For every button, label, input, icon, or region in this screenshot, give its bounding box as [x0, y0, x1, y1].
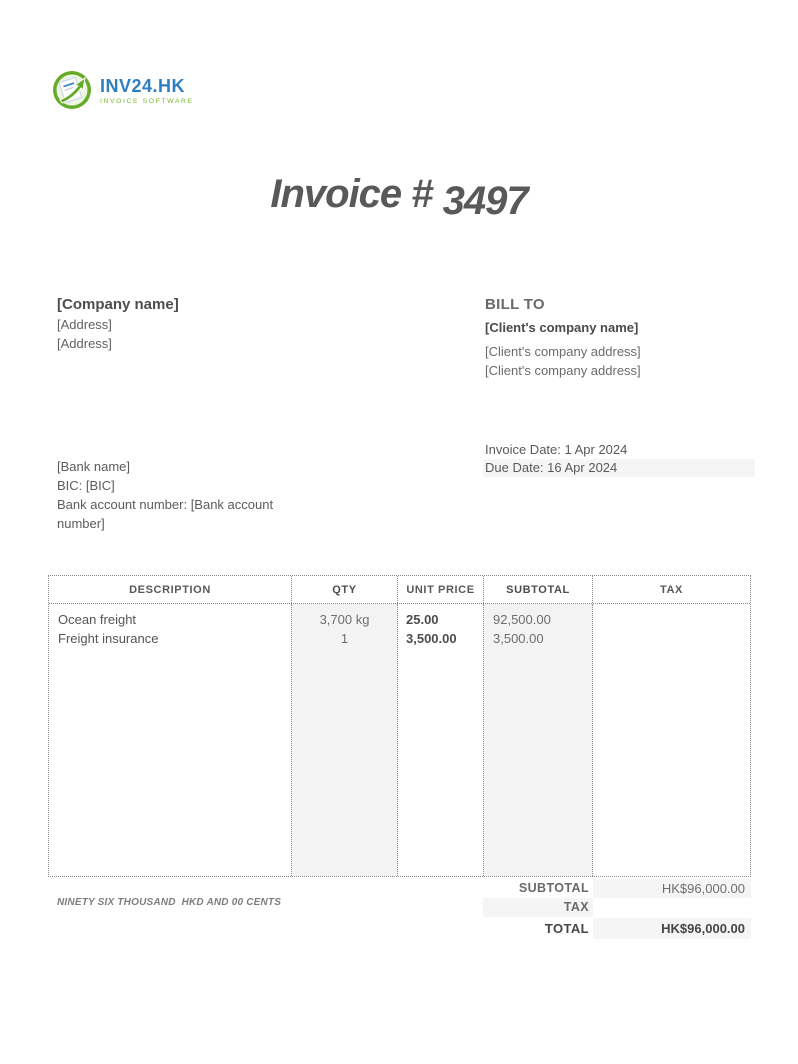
- row-2-qty: 1: [340, 631, 349, 646]
- column-header-description: DESCRIPTION: [49, 576, 292, 603]
- tax-value: [593, 898, 751, 917]
- inv24-logo: [50, 66, 194, 117]
- row-1-qty: 3,700 kg: [319, 612, 370, 627]
- bill-to-block: [485, 294, 641, 380]
- column-header-qty: QTY: [292, 576, 398, 603]
- subtotal-label: SUBTOTAL: [518, 881, 589, 895]
- invoice-date: Invoice Date: 1 Apr 2024: [485, 442, 628, 457]
- column-header-subtotal: SUBTOTAL: [484, 576, 593, 603]
- total-row: [48, 918, 751, 939]
- column-header-unit-price: UNIT PRICE: [398, 576, 484, 603]
- logo-brand-text: INV24.HK: [100, 76, 186, 96]
- tax-label: TAX: [483, 898, 593, 917]
- row-2-unit-price: 3,500.00: [406, 631, 457, 646]
- total-value: HK$96,000.00: [593, 918, 751, 939]
- seller-address-line-2: [Address]: [57, 336, 112, 351]
- seller-block: [57, 294, 179, 353]
- seller-address-line-1: [Address]: [57, 317, 112, 332]
- bank-details-block: [57, 457, 297, 533]
- column-header-tax: TAX: [660, 583, 683, 596]
- qty-column: [292, 604, 398, 876]
- row-1-subtotal: 92,500.00: [493, 612, 551, 627]
- table-body: [49, 604, 750, 876]
- bill-to-heading: BILL TO: [485, 296, 545, 313]
- seller-company-name: [Company name]: [57, 296, 179, 313]
- subtotal-column: [484, 604, 593, 876]
- amount-in-words: NINETY SIX THOUSAND HKD AND 00 CENTS: [57, 897, 282, 908]
- invoice-title-prefix: Invoice #: [270, 172, 443, 216]
- due-date: Due Date: 16 Apr 2024: [483, 459, 755, 477]
- dates-block: [483, 441, 755, 477]
- unit-price-column: [398, 604, 484, 876]
- bank-bic: BIC: [BIC]: [57, 478, 115, 493]
- row-1-description: Ocean freight: [58, 612, 137, 627]
- subtotal-value: HK$96,000.00: [593, 879, 751, 898]
- row-1-unit-price: 25.00: [406, 612, 439, 627]
- tax-column: [593, 604, 750, 876]
- line-items-table: [48, 575, 751, 877]
- description-column: [49, 604, 292, 876]
- row-2-tax: [593, 629, 750, 648]
- row-2-subtotal: 3,500.00: [493, 631, 544, 646]
- invoice-number: 3497: [442, 179, 528, 223]
- logo-tagline-text: INVOICE SOFTWARE: [100, 98, 194, 105]
- bank-account-number: Bank account number: [Bank account number]: [57, 497, 274, 531]
- inv24-logo-icon: [50, 66, 94, 117]
- client-address-line-2: [Client's company address]: [485, 363, 641, 378]
- client-address-line-1: [Client's company address]: [485, 344, 641, 359]
- row-1-tax: [593, 610, 750, 629]
- totals-block: [48, 879, 751, 939]
- row-2-description: Freight insurance: [58, 631, 159, 646]
- total-label: TOTAL: [544, 921, 589, 936]
- bank-name: [Bank name]: [57, 459, 130, 474]
- table-header-row: [49, 576, 750, 604]
- subtotal-row: [48, 879, 751, 898]
- client-company-name: [Client's company name]: [485, 320, 639, 335]
- invoice-title: [0, 172, 798, 223]
